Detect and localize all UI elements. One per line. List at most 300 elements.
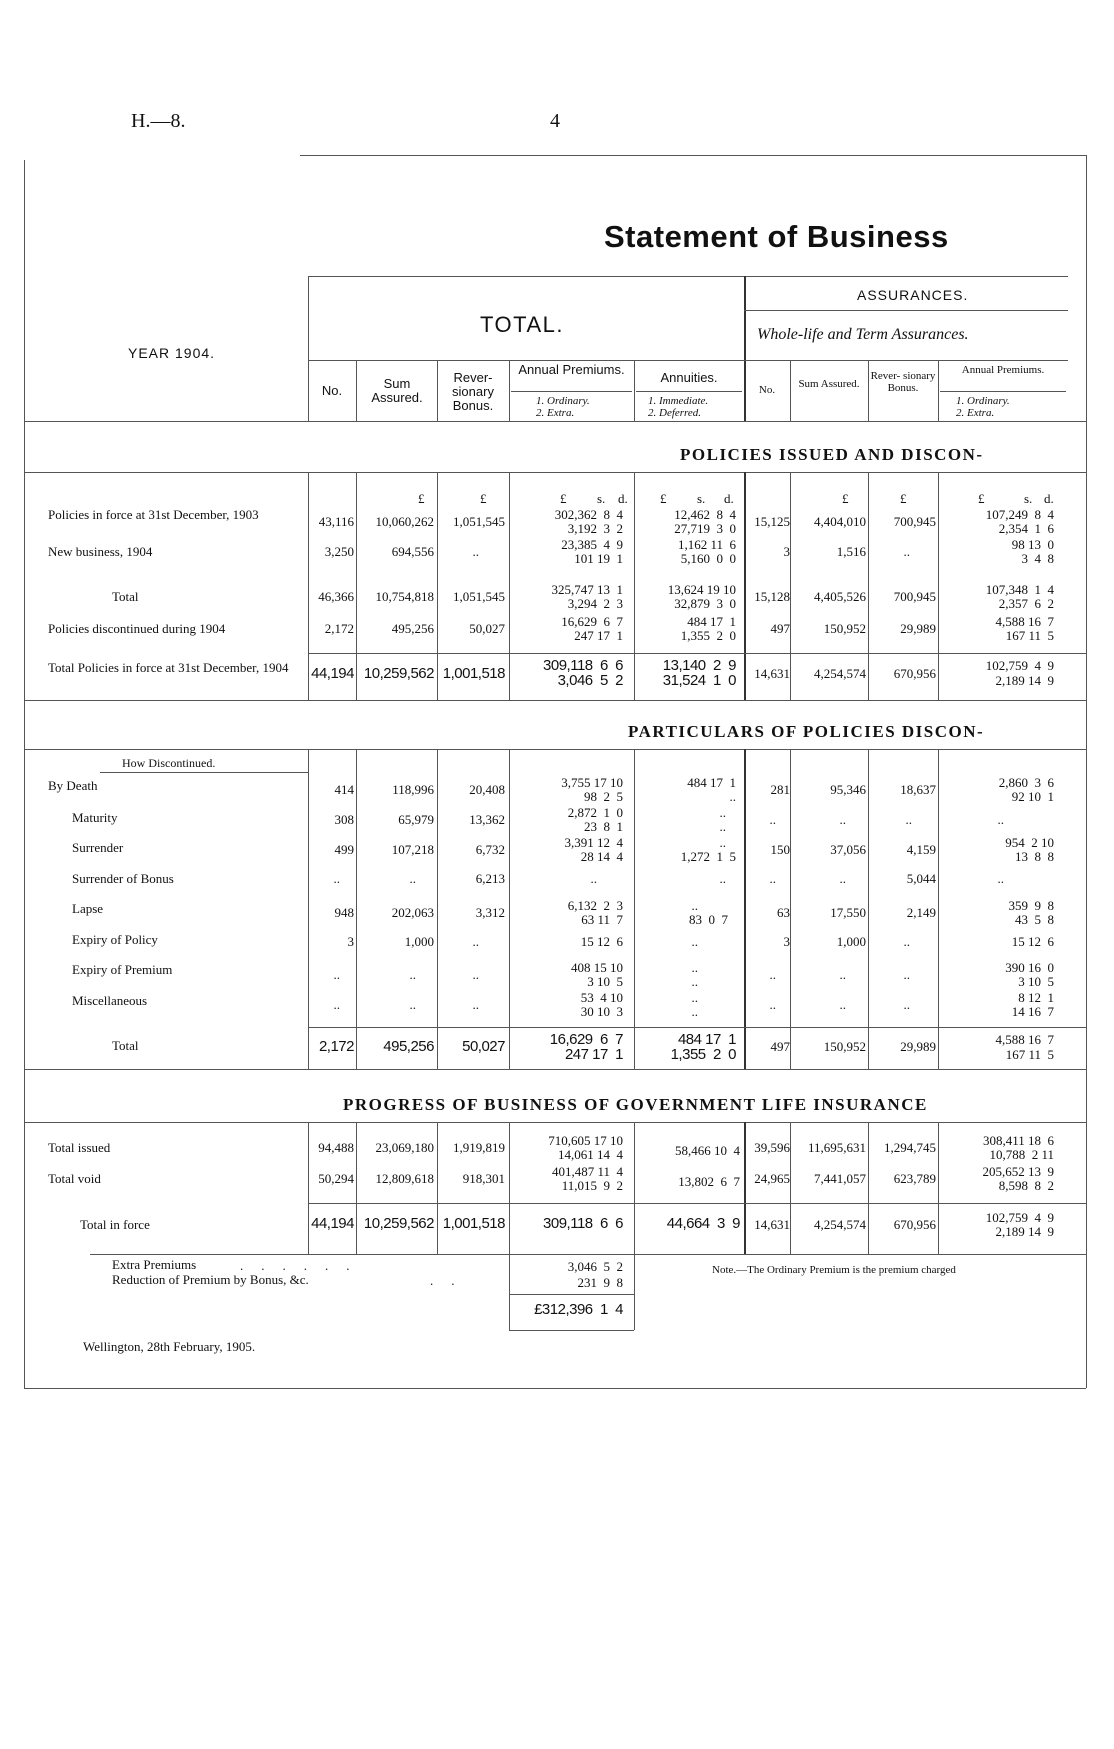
section-progress-rule: [24, 1122, 1086, 1123]
cell-a-sum: ..: [839, 997, 846, 1012]
cell-no: 948: [334, 905, 354, 920]
cell-no: ..: [333, 997, 340, 1012]
cell-a-premium-ord: 2,860 3 6: [998, 775, 1054, 790]
cell-a-premium-extra: 10,788 2 11: [989, 1147, 1054, 1162]
cell-a-premium-ord: 8 12 1: [1018, 990, 1054, 1005]
cell-a-no: ..: [769, 871, 776, 886]
cell-sum: 10,259,562: [363, 1215, 434, 1232]
frame-left-rule: [24, 160, 25, 1388]
col-no: No.: [321, 383, 343, 398]
unit-pence: d.: [724, 491, 734, 506]
cell-sum: 23,069,180: [375, 1140, 434, 1155]
cell-premium-extra: 3 10 5: [587, 974, 623, 989]
cell-a-sum: 4,404,010: [814, 514, 866, 529]
cell-a-premium-ord: 98 13 0: [1011, 537, 1054, 552]
cell-a-no: ..: [769, 967, 776, 982]
col-rule: [634, 1122, 635, 1330]
cell-annuities: 44,664 3 9: [666, 1215, 740, 1232]
cell-sum: ..: [409, 967, 416, 982]
col-rule: [790, 749, 791, 1069]
cell-a-sum: 7,441,057: [814, 1171, 866, 1186]
cell-premium-ord: 16,629 6 7: [549, 1031, 623, 1048]
cell-premium-extra: 101 19 1: [574, 551, 623, 566]
cell-a-rev: ..: [903, 967, 910, 982]
cell-a-no: ..: [769, 997, 776, 1012]
cell-a-no: 14,631: [754, 1217, 790, 1232]
section-particulars-rule: [24, 749, 1086, 750]
col-rule: [509, 1122, 510, 1330]
cell-annuity-def: 27,719 3 0: [674, 521, 736, 536]
cell-a-premium-extra: 3 4 8: [1021, 551, 1054, 566]
cell-annuity-imm: ..: [691, 934, 698, 949]
frame-right-rule: [1086, 155, 1087, 1388]
cell-annuity-def: ..: [729, 789, 736, 804]
cell-a-rev: 670,956: [893, 666, 936, 681]
cell-premium-ord: 3,391 12 4: [564, 835, 623, 850]
cell-rev: 6,732: [475, 842, 505, 857]
cell-sum: 107,218: [391, 842, 434, 857]
cell-annuity-imm: ..: [691, 960, 698, 975]
cell-a-rev: 700,945: [893, 514, 936, 529]
cell-premium-extra: 30 10 3: [580, 1004, 623, 1019]
cell-a-premium-extra: 167 11 5: [1005, 1047, 1054, 1062]
note-text: Note.—The Ordinary Premium is the premium charged: [712, 1264, 956, 1276]
cell-premium-ord: 15 12 6: [580, 934, 623, 949]
cell-a-premium-extra: 2,189 14 9: [995, 673, 1054, 688]
cell-premium-ord: 408 15 10: [571, 960, 623, 975]
cell-a-premium-ord: 107,348 1 4: [985, 582, 1054, 597]
leader-dots: ......: [240, 1258, 368, 1273]
cell-annuity-imm: 13,140 2 9: [662, 657, 736, 674]
cell-a-no: 63: [777, 905, 790, 920]
cell-annuity-imm: 13,624 19 10: [667, 582, 736, 597]
col-ordinary: 1. Ordinary.: [536, 395, 590, 407]
cell-annuity-def: 5,160 0 0: [680, 551, 736, 566]
cell-annuity-def: 1,272 1 5: [680, 849, 736, 864]
header-divider-rule: [744, 276, 746, 421]
how-rule: [100, 772, 308, 773]
cell-rev: 20,408: [469, 782, 505, 797]
cell-a-no: 15,125: [754, 514, 790, 529]
row-label: Policies in force at 31st December, 1903: [48, 507, 259, 522]
cell-a-sum: 150,952: [823, 1039, 866, 1054]
page-title: Statement of Business: [604, 219, 949, 254]
col-rule: [308, 472, 309, 700]
row-label: Surrender of Bonus: [72, 871, 174, 886]
cell-a-premium-ord: 102,759 4 9: [985, 658, 1054, 673]
unit-shillings: s.: [597, 491, 606, 506]
cell-a-sum: 4,405,526: [814, 589, 866, 604]
row-label: Policies discontinued during 1904: [48, 621, 226, 636]
cell-premium-extra: 247 17 1: [564, 1046, 623, 1063]
cell-a-sum: 95,346: [830, 782, 866, 797]
cell-annuity-imm: ..: [719, 871, 726, 886]
col-rule: [308, 749, 309, 1069]
col-rule: [790, 1122, 791, 1254]
cell-annuities: 13,802 6 7: [678, 1174, 740, 1189]
cell-rev: 1,001,518: [442, 665, 505, 682]
cell-annuity-imm: 484 17 1: [687, 775, 736, 790]
col-rule: [437, 360, 438, 421]
grand-total: £312,396 1 4: [534, 1301, 623, 1318]
cell-sum: ..: [409, 871, 416, 886]
col-rule: [356, 472, 357, 700]
year-label: YEAR 1904.: [128, 345, 216, 361]
section-progress-title: PROGRESS OF BUSINESS OF GOVERNMENT LIFE INSURANCE: [343, 1095, 928, 1114]
unit-pound: £: [480, 491, 487, 506]
assurances-heading: ASSURANCES.: [857, 287, 969, 303]
col-rule: [790, 472, 791, 700]
cell-annuity-def: 83 0 7: [689, 912, 728, 927]
section-particulars-bottom-rule: [24, 1069, 1086, 1070]
cell-a-sum: 37,056: [830, 842, 866, 857]
page-number: 4: [550, 110, 560, 132]
section-issued-title: POLICIES ISSUED AND DISCON-: [680, 445, 984, 464]
section-issued-rule: [24, 472, 1086, 473]
cell-no: 43,116: [318, 514, 354, 529]
unit-pound: £: [418, 491, 425, 506]
cell-annuity-imm: 484 17 1: [687, 614, 736, 629]
col-rule: [744, 472, 746, 700]
cell-a-premium-ord: ..: [997, 871, 1004, 886]
cell-premium-extra: 23 8 1: [584, 819, 623, 834]
cell-a-premium-ord: 4,588 16 7: [995, 1032, 1054, 1047]
col-annual-premiums: Annual Premiums.: [518, 362, 625, 377]
cell-annuity-def: 31,524 1 0: [662, 672, 736, 689]
row-label: By Death: [48, 778, 98, 793]
col-a-annual: Annual Premiums.: [961, 364, 1045, 376]
cell-annuity-def: ..: [691, 974, 698, 989]
cell-rev: 50,027: [469, 621, 505, 636]
sub-rule: [636, 391, 742, 392]
cell-rev: ..: [472, 544, 479, 559]
cell-annuity-def: ..: [691, 1004, 698, 1019]
col-deferred: 2. Deferred.: [648, 407, 702, 419]
cell-a-rev: 670,956: [893, 1217, 936, 1232]
unit-pence: d.: [618, 491, 628, 506]
cell-a-rev: 29,989: [900, 621, 936, 636]
cell-annuity-def: 32,879 3 0: [674, 596, 736, 611]
cell-premium-ord: 309,118 6 6: [543, 657, 623, 674]
row-label: Total void: [48, 1171, 101, 1186]
cell-a-rev: ..: [903, 997, 910, 1012]
cell-a-rev: ..: [903, 544, 910, 559]
cell-a-sum: ..: [839, 871, 846, 886]
cell-a-premium-extra: 2,354 1 6: [998, 521, 1054, 536]
cell-premium-ord: 302,362 8 4: [554, 507, 623, 522]
col-rule: [509, 360, 510, 421]
cell-a-sum: ..: [839, 967, 846, 982]
cell-a-rev: ..: [905, 812, 912, 827]
row-label: Lapse: [72, 901, 104, 916]
reduction-label: Reduction of Premium by Bonus, &c.: [112, 1272, 309, 1287]
cell-a-premium-extra: 3 10 5: [1018, 974, 1054, 989]
reduction-value: 231 9 8: [577, 1275, 623, 1290]
assurances-rule: [744, 310, 1068, 311]
cell-sum: 10,754,818: [375, 589, 434, 604]
cell-a-sum: 17,550: [830, 905, 866, 920]
row-label: Miscellaneous: [72, 993, 148, 1008]
cell-a-rev: 18,637: [900, 782, 936, 797]
cell-premium-extra: 14,061 14 4: [558, 1147, 623, 1162]
cell-no: 499: [334, 842, 354, 857]
row-label: Total issued: [48, 1140, 111, 1155]
whole-life-heading: Whole-life and Term Assurances.: [757, 326, 969, 343]
cell-a-premium-extra: 14 16 7: [1011, 1004, 1054, 1019]
cell-a-no: 3: [783, 544, 790, 559]
cell-sum: 694,556: [391, 544, 434, 559]
cell-a-no: 3: [783, 934, 790, 949]
row-label: Total: [112, 589, 139, 604]
unit-pound: £: [560, 491, 567, 506]
cell-a-sum: 1,000: [836, 934, 866, 949]
col-rule: [868, 360, 869, 421]
cell-a-no: 24,965: [754, 1171, 790, 1186]
cell-a-premium-ord: 308,411 18 6: [982, 1133, 1054, 1148]
cell-annuity-imm: ..: [719, 835, 726, 850]
cell-a-sum: ..: [839, 812, 846, 827]
cell-premium-extra: 63 11 7: [581, 912, 623, 927]
row-label: Total Policies in force at 31st December, 1904: [48, 660, 289, 675]
cell-no: 44,194: [311, 1215, 354, 1232]
cell-rev: ..: [472, 934, 479, 949]
cell-a-premium-ord: 359 9 8: [1008, 898, 1054, 913]
extra-premiums-value: 3,046 5 2: [567, 1259, 623, 1274]
cell-a-premium-ord: 107,249 8 4: [985, 507, 1054, 522]
cell-a-rev: 5,044: [906, 871, 936, 886]
cell-annuity-imm: ..: [719, 805, 726, 820]
cell-annuity-imm: ..: [691, 898, 698, 913]
cell-no: 3: [347, 934, 354, 949]
cell-no: 308: [334, 812, 354, 827]
cell-a-rev: 700,945: [893, 589, 936, 604]
cell-a-premium-extra: 2,189 14 9: [995, 1224, 1054, 1239]
cell-sum: 12,809,618: [375, 1171, 434, 1186]
col-annuities: Annuities.: [660, 370, 718, 385]
cell-premium-extra: 28 14 4: [580, 849, 623, 864]
col-rule: [356, 360, 357, 421]
cell-a-premium-extra: 167 11 5: [1005, 628, 1054, 643]
header-col-rule: [308, 276, 309, 421]
cell-rev: 3,312: [475, 905, 505, 920]
cell-premium-extra: 3,192 3 2: [567, 521, 623, 536]
cell-annuity-def: 1,355 2 0: [680, 628, 736, 643]
cell-a-rev: ..: [903, 934, 910, 949]
cell-a-premium-ord: 390 16 0: [1005, 960, 1054, 975]
sub-rule: [511, 391, 632, 392]
cell-premium-ord: 309,118 6 6: [543, 1215, 623, 1232]
cell-no: 3,250: [324, 544, 354, 559]
row-label: Total: [112, 1038, 139, 1053]
extra-premiums-label: Extra Premiums: [112, 1257, 197, 1272]
col-rule: [938, 749, 939, 1069]
cell-a-no: 497: [770, 1039, 790, 1054]
cell-sum: 118,996: [392, 782, 434, 797]
col-rule: [437, 472, 438, 700]
cell-a-premium-extra: 8,598 8 2: [998, 1178, 1054, 1193]
col-a-rev: Rever- sionary Bonus.: [870, 370, 936, 394]
cell-premium-extra: 98 2 5: [584, 789, 623, 804]
col-rule: [437, 749, 438, 1069]
col-rule: [308, 1122, 309, 1254]
cell-no: 50,294: [318, 1171, 354, 1186]
row-label: New business, 1904: [48, 544, 153, 559]
cell-a-sum: 11,695,631: [807, 1140, 866, 1155]
section-issued-bottom-rule: [24, 700, 1086, 701]
cell-rev: 1,051,545: [453, 589, 505, 604]
cell-sum: 495,256: [391, 621, 434, 636]
row-label: Total in force: [80, 1217, 150, 1232]
cell-sum: 1,000: [404, 934, 434, 949]
cell-annuity-imm: 484 17 1: [677, 1031, 736, 1048]
section-particulars-title: PARTICULARS OF POLICIES DISCON-: [628, 722, 985, 741]
cell-sum: 495,256: [383, 1038, 434, 1055]
sub-rule: [940, 391, 1066, 392]
col-extra: 2. Extra.: [536, 407, 575, 419]
cell-a-rev: 2,149: [906, 905, 936, 920]
cell-no: ..: [333, 967, 340, 982]
cell-annuity-def: 1,355 2 0: [670, 1046, 736, 1063]
col-a-sum: Sum Assured.: [798, 378, 860, 390]
cell-a-no: 150: [770, 842, 790, 857]
cell-a-sum: 150,952: [823, 621, 866, 636]
cell-premium-ord: ..: [590, 871, 597, 886]
cell-annuity-imm: 1,162 11 6: [677, 537, 736, 552]
cell-premium-ord: 16,629 6 7: [561, 614, 623, 629]
col-rule: [509, 472, 510, 700]
cell-a-sum: 4,254,574: [814, 666, 866, 681]
cell-no: 46,366: [318, 589, 354, 604]
cell-no: ..: [333, 871, 340, 886]
cell-no: 414: [334, 782, 354, 797]
frame-top-rule: [300, 155, 1086, 156]
row-label: Expiry of Premium: [72, 962, 173, 977]
cell-rev: ..: [472, 967, 479, 982]
total-rule: [308, 1203, 1086, 1204]
col-a-ordinary: 1. Ordinary.: [956, 395, 1010, 407]
cell-a-sum: 1,516: [836, 544, 866, 559]
col-rule: [437, 1122, 438, 1254]
unit-pence: d.: [1044, 491, 1054, 506]
cell-sum: 10,259,562: [363, 665, 434, 682]
header-top-rule: [308, 276, 1068, 277]
cell-a-no: ..: [769, 812, 776, 827]
cell-premium-ord: 53 4 10: [580, 990, 623, 1005]
cell-annuities: 58,466 10 4: [675, 1143, 740, 1158]
col-rule: [938, 1122, 939, 1254]
progress-bottom-rule: [90, 1254, 1086, 1255]
cell-rev: 13,362: [469, 812, 505, 827]
col-rule: [634, 360, 635, 421]
cell-a-premium-ord: 954 2 10: [1005, 835, 1054, 850]
cell-premium-ord: 3,755 17 10: [561, 775, 623, 790]
total-rule: [308, 653, 1086, 654]
cell-rev: 918,301: [462, 1171, 505, 1186]
cell-a-premium-ord: 15 12 6: [1011, 934, 1054, 949]
grand-total-bottom-rule: [509, 1330, 634, 1331]
col-rule: [356, 1122, 357, 1254]
cell-a-premium-extra: 13 8 8: [1015, 849, 1054, 864]
place-date: Wellington, 28th February, 1905.: [83, 1339, 256, 1354]
col-rule: [634, 749, 635, 1069]
cell-a-no: 497: [770, 621, 790, 636]
cell-rev: 1,919,819: [453, 1140, 505, 1155]
col-immediate: 1. Immediate.: [648, 395, 709, 407]
cell-no: 94,488: [318, 1140, 354, 1155]
col-rule: [868, 1122, 869, 1254]
frame-bottom-rule: [24, 1388, 1086, 1389]
cell-no: 44,194: [311, 665, 354, 682]
unit-pound: £: [660, 491, 667, 506]
cell-a-rev: 4,159: [906, 842, 936, 857]
row-label: Maturity: [72, 810, 118, 825]
header-bottom-rule: [24, 421, 1086, 422]
cell-no: 2,172: [324, 621, 354, 636]
col-rule: [938, 360, 939, 421]
page-ref: H.—8.: [131, 110, 186, 132]
cell-premium-extra: 3,294 2 3: [567, 596, 623, 611]
unit-pound: £: [900, 491, 907, 506]
cell-a-premium-ord: ..: [997, 812, 1004, 827]
cell-rev: ..: [472, 997, 479, 1012]
cell-premium-ord: 23,385 4 9: [561, 537, 623, 552]
unit-pound: £: [842, 491, 849, 506]
col-rule: [868, 472, 869, 700]
cell-a-premium-extra: 92 10 1: [1011, 789, 1054, 804]
col-rule: [634, 472, 635, 700]
cell-premium-ord: 401,487 11 4: [551, 1164, 623, 1179]
cell-sum: ..: [409, 997, 416, 1012]
row-label: Expiry of Policy: [72, 932, 158, 947]
cell-premium-extra: 3,046 5 2: [557, 672, 623, 689]
unit-pound: £: [978, 491, 985, 506]
col-sum-assured: Sum Assured.: [371, 376, 423, 405]
col-rule: [356, 749, 357, 1069]
cell-rev: 1,051,545: [453, 514, 505, 529]
cell-a-premium-ord: 4,588 16 7: [995, 614, 1054, 629]
col-rule: [868, 749, 869, 1069]
col-rule: [790, 360, 791, 421]
cell-a-premium-extra: 43 5 8: [1015, 912, 1054, 927]
col-rule: [509, 749, 510, 1069]
total-rule: [308, 1027, 1086, 1028]
col-a-extra: 2. Extra.: [956, 407, 995, 419]
cell-premium-extra: 247 17 1: [574, 628, 623, 643]
col-reversionary-bonus: Rever- sionary Bonus.: [452, 370, 494, 413]
cell-a-no: 39,596: [754, 1140, 790, 1155]
cell-annuity-def: ..: [719, 819, 726, 834]
cell-annuity-imm: 12,462 8 4: [674, 507, 736, 522]
cell-rev: 6,213: [475, 871, 505, 886]
cell-a-rev: 623,789: [893, 1171, 936, 1186]
cell-sum: 10,060,262: [375, 514, 434, 529]
col-rule: [938, 472, 939, 700]
unit-shillings: s.: [697, 491, 706, 506]
cell-a-premium-ord: 102,759 4 9: [985, 1210, 1054, 1225]
cell-a-rev: 1,294,745: [884, 1140, 936, 1155]
cell-a-rev: 29,989: [900, 1039, 936, 1054]
leader-dots: ..: [430, 1273, 473, 1288]
subheader-rule: [308, 360, 1068, 361]
cell-premium-extra: 11,015 9 2: [561, 1178, 623, 1193]
cell-a-premium-extra: 2,357 6 2: [998, 596, 1054, 611]
cell-annuity-imm: ..: [691, 990, 698, 1005]
cell-a-sum: 4,254,574: [814, 1217, 866, 1232]
cell-a-premium-ord: 205,652 13 9: [982, 1164, 1054, 1179]
grand-total-top-rule: [509, 1294, 634, 1295]
cell-premium-ord: 325,747 13 1: [551, 582, 623, 597]
col-a-no: No.: [758, 384, 776, 396]
